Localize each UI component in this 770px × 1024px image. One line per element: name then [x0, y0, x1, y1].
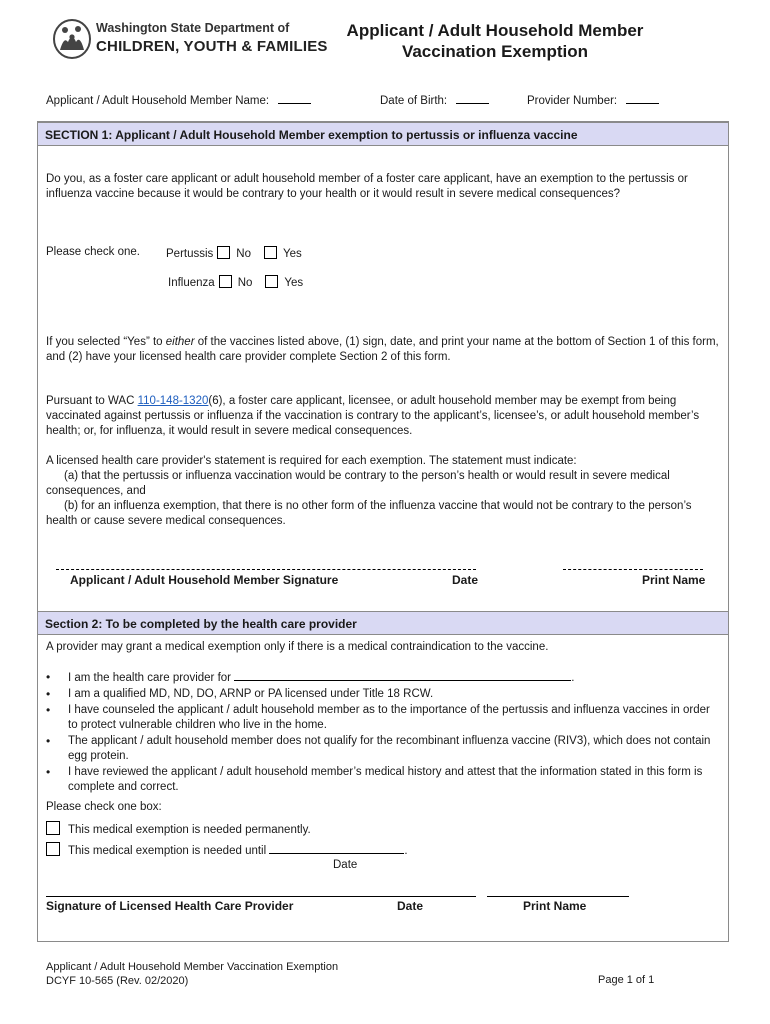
- influenza-row: [168, 275, 303, 289]
- pertussis-no-label: No: [236, 248, 251, 260]
- applicant-signature-line[interactable]: [56, 569, 476, 570]
- list-item: • I have counseled the applicant / adult household member as to the importance of the pertussis and influenza vaccines in order to protect vulnerable children who live in the home.: [46, 703, 722, 733]
- influenza-no-label: No: [237, 277, 253, 289]
- footer-form-title: Applicant / Adult Household Member Vaccination Exemption: [46, 961, 339, 973]
- instruction-emphasis: either: [165, 336, 195, 348]
- applicant-print-name-label: Print Name: [642, 573, 706, 587]
- permanent-label: This medical exemption is needed permanently.: [68, 824, 311, 836]
- check-prompt: Please check one.: [46, 246, 140, 258]
- pertussis-label: Pertussis: [166, 248, 214, 260]
- section1-heading: SECTION 1: Applicant / Adult Household Member exemption to pertussis or influenza vaccine: [38, 122, 728, 146]
- influenza-no-checkbox[interactable]: [219, 275, 232, 288]
- until-date-label: Date: [333, 859, 358, 871]
- list-item: • I have reviewed the applicant / adult household member’s medical history and attest that the information stated in this form is complete and correct.: [46, 765, 722, 795]
- section1-question: Do you, as a foster care applicant or adult household member of a foster care applicant, have an exemption to the pertussis or influenza vaccine because it would be contrary to your health or it would result in severe medical consequences?: [46, 173, 688, 200]
- agency-name-line2: CHILDREN, YOUTH & FAMILIES: [96, 38, 328, 55]
- statement-a: (a) that the pertussis or influenza vaccination would be contrary to the person’s health or would result in severe medical consequences, and: [46, 470, 670, 497]
- wac-pre: Pursuant to WAC: [46, 395, 138, 407]
- footer-form-number: DCYF 10-565 (Rev. 02/2020): [46, 975, 189, 987]
- until-date-input[interactable]: [269, 843, 404, 854]
- form-title-line2: Vaccination Exemption: [401, 42, 589, 61]
- provider-signature-label: Signature of Licensed Health Care Provider: [46, 899, 294, 913]
- form-frame: [37, 121, 729, 942]
- patient-name-input[interactable]: [234, 670, 571, 681]
- list-item: • The applicant / adult household member does not qualify for the recombinant influenza vaccine (RIV3), which does not contain egg protein.: [46, 734, 722, 764]
- influenza-yes-label: Yes: [284, 277, 304, 289]
- provider-date-label: Date: [397, 899, 424, 913]
- statement-intro: A licensed health care provider's statement is required for each exemption. The statement must indicate:: [46, 455, 577, 467]
- check-one-box-prompt: Please check one box:: [46, 801, 162, 813]
- applicant-name-field[interactable]: [46, 93, 311, 107]
- until-option: This medical exemption is needed until .: [42, 842, 408, 857]
- list-item: • I am the health care provider for .: [46, 670, 722, 686]
- page-number: Page 1 of 1: [598, 974, 655, 986]
- wac-link[interactable]: 110-148-1320: [137, 395, 209, 407]
- form-title-line1: Applicant / Adult Household Member: [346, 21, 644, 40]
- instruction-post: of the vaccines listed above, (1) sign, date, and print your name at the bottom of Section 1 of this form, and (2) have your licensed health care provider complete Section 2 of this form.: [46, 336, 719, 363]
- applicant-name-label: Applicant / Adult Household Member Name:: [46, 95, 270, 107]
- date-of-birth-input[interactable]: [456, 93, 489, 104]
- provider-signature-line[interactable]: [46, 896, 476, 897]
- pertussis-row: [166, 246, 302, 260]
- influenza-label: Influenza: [168, 277, 215, 289]
- until-label: This medical exemption is needed until: [68, 845, 267, 857]
- agency-logo: [52, 16, 328, 62]
- provider-number-field[interactable]: [527, 93, 659, 107]
- section1-instruction: [46, 335, 722, 365]
- applicant-date-label: Date: [452, 573, 479, 587]
- footer: [46, 960, 338, 988]
- provider-number-label: Provider Number:: [527, 95, 618, 107]
- section2-heading: Section 2: To be completed by the health care provider: [38, 611, 728, 635]
- section2-intro: A provider may grant a medical exemption only if there is a medical contraindication to the vaccine.: [46, 641, 549, 653]
- statement-b: (b) for an influenza exemption, that there is no other form of the influenza vaccine that would not be contrary to the person’s health or cause severe medical consequences.: [46, 500, 692, 527]
- applicant-print-name-line[interactable]: [563, 569, 703, 570]
- until-checkbox[interactable]: [46, 842, 60, 856]
- form-title: [300, 20, 690, 62]
- provider-print-name-label: Print Name: [523, 899, 587, 913]
- wac-paragraph: [46, 394, 722, 439]
- pertussis-no-checkbox[interactable]: [217, 246, 230, 259]
- influenza-yes-checkbox[interactable]: [265, 275, 278, 288]
- provider-print-name-line[interactable]: [487, 896, 629, 897]
- pertussis-yes-label: Yes: [283, 248, 302, 260]
- applicant-signature-label: Applicant / Adult Household Member Signature: [70, 573, 339, 587]
- agency-name-line1: Washington State Department of: [96, 21, 290, 35]
- pertussis-yes-checkbox[interactable]: [264, 246, 277, 259]
- bullet1-text: I am the health care provider for: [68, 672, 231, 684]
- family-emblem-icon: [52, 18, 92, 60]
- list-item: • I am a qualified MD, ND, DO, ARNP or PA licensed under Title 18 RCW.: [46, 687, 722, 702]
- instruction-pre: If you selected “Yes” to: [46, 336, 166, 348]
- permanent-checkbox[interactable]: [46, 821, 60, 835]
- applicant-name-input[interactable]: [278, 93, 311, 104]
- date-of-birth-label: Date of Birth:: [380, 95, 448, 107]
- permanent-option: [42, 821, 311, 836]
- date-of-birth-field[interactable]: [380, 93, 489, 107]
- provider-attestation-list: [46, 670, 722, 796]
- wac-post: (6), a foster care applicant, licensee, or adult household member may be exempt from being vaccinated against pertussis or influenza if the vaccination is contrary to the applicant’s, licensee’s, or adult household member’s health; or, for influenza, it would result in severe medical consequences.: [46, 395, 700, 437]
- provider-number-input[interactable]: [626, 93, 659, 104]
